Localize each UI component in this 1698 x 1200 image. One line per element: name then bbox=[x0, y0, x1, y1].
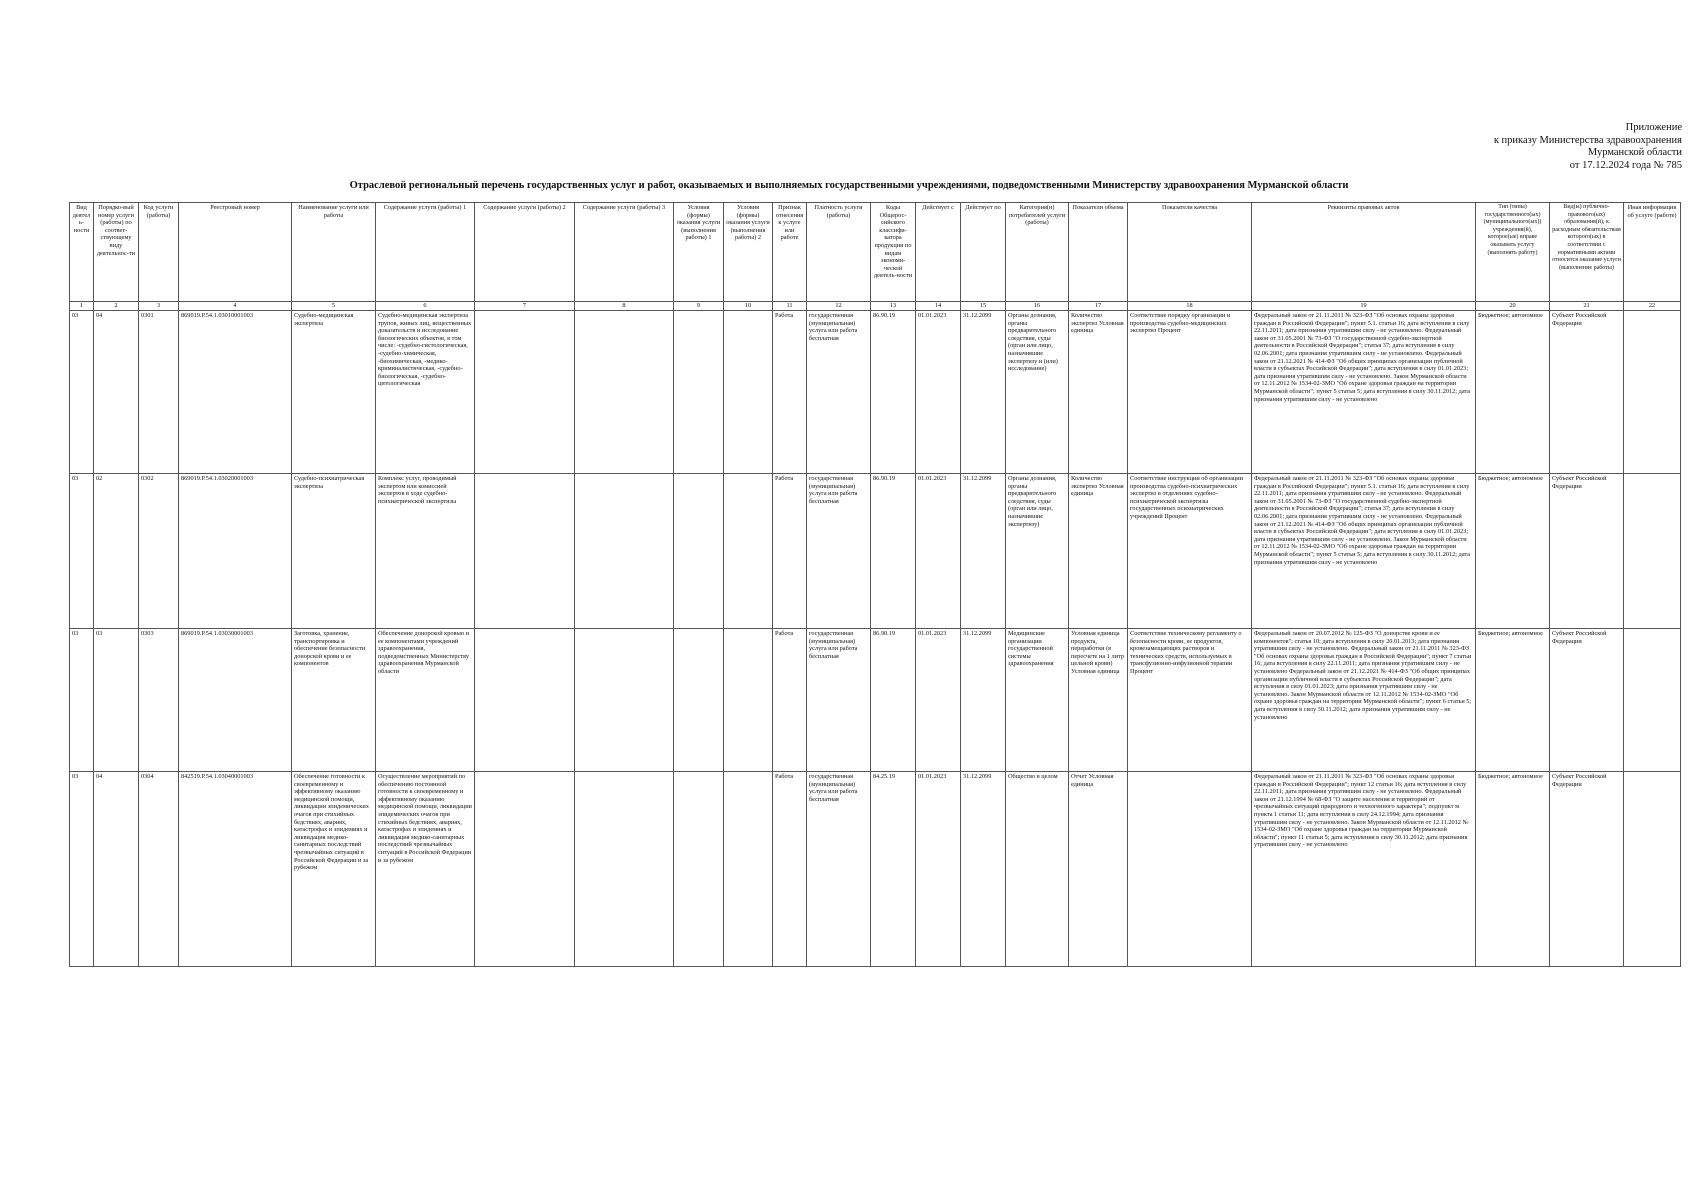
registry-number-cell: 869019.Р.54.1.03030001003 bbox=[179, 629, 292, 772]
activity-type-cell: 03 bbox=[70, 772, 94, 967]
service-name-cell: Судебно-медицинская экспертиза bbox=[292, 311, 376, 474]
okved-code-cell: 86.90.19 bbox=[871, 311, 916, 474]
registry-number-cell: 842519.Р.54.1.03040001003 bbox=[179, 772, 292, 967]
consumer-category-cell: Медицинские организации государственной системы здравоохранения bbox=[1006, 629, 1069, 772]
legal-acts-cell: Федеральный закон от 21.11.2011 № 323-ФЗ "Об основах охраны здоровья граждан в Российской Федерации"; пункт 5.1. статьи 16; дата вступления в силу 22.11.2011; дата признания утратившим силу - не установлено. Федеральный закон от 31.05.2001 № 73-ФЗ "О государственной судебно-экспертной деятельности в Российской Федерации"; статья 37; дата вступления в силу 02.06.2001; дата признания утратившим силу - не установлено. Федеральный закон от 21.12.2021 № 414-ФЗ "Об общих принципах организации публичной власти в субъектах Российской Федерации"; дата вступления в силу 01.01.2023; дата признания утратившим силу - не установлено. Закон Мурманской области от 12.11.2012 № 1534-02-ЗМО "Об охране здоровья граждан на территории Мурманской области"; пункт 5 статьи 5; дата вступления в силу 30.11.2012; дата признания утратившим силу - не установлено bbox=[1252, 474, 1476, 629]
service-content-1-cell: Обеспечение донорской кровью и ее компонентами учреждений здравоохранения, подведомственных Министерству здравоохранения Мурманской области bbox=[376, 629, 475, 772]
appendix-line: к приказу Министерства здравоохранения bbox=[1493, 134, 1682, 146]
column-number: 2 bbox=[94, 302, 139, 311]
registry-number-cell: 869019.Р.54.1.03020001003 bbox=[179, 474, 292, 629]
conditions-2-cell bbox=[724, 311, 773, 474]
column-number: 17 bbox=[1069, 302, 1128, 311]
appendix-line: от 17.12.2024 года № 785 bbox=[1569, 159, 1682, 171]
column-number: 13 bbox=[871, 302, 916, 311]
service-code-cell: 0303 bbox=[139, 629, 179, 772]
valid-to-cell: 31.12.2099 bbox=[961, 629, 1006, 772]
other-info-cell bbox=[1624, 311, 1681, 474]
public-entity-cell: Субъект Российской Федерации bbox=[1550, 474, 1624, 629]
valid-to-cell: 31.12.2099 bbox=[961, 772, 1006, 967]
service-content-2-cell bbox=[475, 629, 575, 772]
legal-acts-cell: Федеральный закон от 21.11.2011 № 323-ФЗ "Об основах охраны здоровья граждан в Российской Федерации"; пункт 5.1. статьи 16; дата вступления в силу 22.11.2011; дата признания утратившим силу - не установлено. Федеральный закон от 31.05.2001 № 73-ФЗ "О государственной судебно-экспертной деятельности в Российской Федерации"; статья 37; дата вступления в силу 02.06.2001; дата признания утратившим силу - не установлено. Федеральный закон от 21.12.2021 № 414-ФЗ "Об общих принципах организации публичной власти в субъектах Российской Федерации"; дата вступления в силу 01.01.2023; дата признания утратившим силу - не установлено. Закон Мурманской области от 12.11.2012 № 1534-02-ЗМО "Об охране здоровья граждан на территории Мурманской области"; пункт 5 статьи 5; дата вступления в силу 30.11.2012; дата признания утратившим силу - не установлено bbox=[1252, 311, 1476, 474]
service-name-cell: Обеспечение готовности к своевременному и эффективному оказанию медицинской помощи, ликвидации эпидемических очагов при стихийных бедствиях, авариях, катастрофах и эпидемиях и ликвидация медико-санитарных последствий чрезвычайных ситуаций в Российской Федерации и за рубежом bbox=[292, 772, 376, 967]
legal-acts-cell: Федеральный закон от 21.11.2011 № 323-ФЗ "Об основах охраны здоровья граждан в Российской Федерации"; пункт 12 статьи 16; дата вступления в силу 22.11.2011; дата признания утратившим силу - не установлено. Федеральный закон от 21.12.1994 № 68-ФЗ "О защите населения и территорий от чрезвычайных ситуаций природного и техногенного характера"; подпункт м пункта 1 статьи 11; дата вступления в силу 24.12.1994; дата признания утратившим силу - не установлено. Закон Мурманской области от 12.11.2012 № 1534-02-ЗМО "Об охране здоровья граждан на территории Мурманской области"; пункт 11 статьи 5; дата вступления в силу 30.11.2012; дата признания утратившим силу - не установлено bbox=[1252, 772, 1476, 967]
header-cell: Вид деятель-ности bbox=[70, 203, 94, 302]
column-number: 8 bbox=[575, 302, 674, 311]
service-content-2-cell bbox=[475, 474, 575, 629]
order-number-cell: 04 bbox=[94, 311, 139, 474]
header-cell: Показатели качества bbox=[1128, 203, 1252, 302]
conditions-2-cell bbox=[724, 772, 773, 967]
legal-acts-cell: Федеральный закон от 20.07.2012 № 125-ФЗ "О донорстве крови и ее компонентов"; статья 10; дата вступления в силу 20.01.2013; дата признания утратившим силу - не установлено. Федеральный закон от 21.11.2011 № 323-ФЗ "Об основах охраны здоровья граждан в Российской Федерации"; пункт 7 статьи 16; дата вступления в силу 22.11.2011; дата признания утратившим силу - не установлено Федеральный закон от 21.12.2021 № 414-ФЗ "Об общих принципах организации публичной власти в субъектах Российской Федерации"; дата вступления в силу 01.01.2023; дата признания утратившим силу - не установлено. Закон Мурманской области от 12.11.2012 № 1534-02-ЗМО "Об охране здоровья граждан на территории Мурманской области"; пункт 6 статьи 5; дата вступления в силу 30.11.2012; дата признания утратившим силу - не установлено bbox=[1252, 629, 1476, 772]
okved-code-cell: 84.25.19 bbox=[871, 772, 916, 967]
header-cell: Действует по bbox=[961, 203, 1006, 302]
order-number-cell: 04 bbox=[94, 772, 139, 967]
service-content-2-cell bbox=[475, 772, 575, 967]
column-number: 21 bbox=[1550, 302, 1624, 311]
quality-indicators-cell: Соответствие техническому регламенту о безопасности крови, ее продуктов, кровезамещающих растворов и технических средств, используемых в трансфузионно-инфузионной терапии Процент bbox=[1128, 629, 1252, 772]
appendix-line: Мурманской области bbox=[1587, 147, 1682, 158]
service-or-work-cell: Работа bbox=[773, 474, 807, 629]
other-info-cell bbox=[1624, 772, 1681, 967]
valid-to-cell: 31.12.2099 bbox=[961, 311, 1006, 474]
service-or-work-cell: Работа bbox=[773, 629, 807, 772]
okved-code-cell: 86.90.19 bbox=[871, 474, 916, 629]
volume-indicators-cell: Количество экспертиз Условная единица bbox=[1069, 474, 1128, 629]
service-name-cell: Заготовка, хранение, транспортировка и обеспечение безопасности донорской крови и ее компонентов bbox=[292, 629, 376, 772]
public-entity-cell: Субъект Российской Федерации bbox=[1550, 772, 1624, 967]
table-row bbox=[70, 772, 1681, 967]
institution-type-cell: Бюджетное; автономное bbox=[1476, 311, 1550, 474]
payment-cell: государственная (муниципальная) услуга или работа бесплатная bbox=[807, 629, 871, 772]
activity-type-cell: 03 bbox=[70, 474, 94, 629]
volume-indicators-cell: Отчет Условная единица bbox=[1069, 772, 1128, 967]
volume-indicators-cell: Условная единица продукта, переработки (в пересчете на 1 литр цельной крови) Условная единица bbox=[1069, 629, 1128, 772]
column-number: 14 bbox=[916, 302, 961, 311]
header-cell: Признак отнесения к услуге или работе bbox=[773, 203, 807, 302]
service-code-cell: 0302 bbox=[139, 474, 179, 629]
column-number: 20 bbox=[1476, 302, 1550, 311]
table-row bbox=[70, 474, 1681, 629]
service-name-cell: Судебно-психиатрическая экспертиза bbox=[292, 474, 376, 629]
column-number: 16 bbox=[1006, 302, 1069, 311]
order-number-cell: 03 bbox=[94, 629, 139, 772]
consumer-category-cell: Органы дознания, органы предварительного следствия, суды (орган или лицо, назначившие экспертизу) bbox=[1006, 474, 1069, 629]
header-cell: Категория(и) потребителей услуги (работы) bbox=[1006, 203, 1069, 302]
quality-indicators-cell: Соответствие инструкции об организации производства судебно-психиатрических экспертиз в отделениях судебно-психиатрической экспертизы государственных психиатрических учреждений Процент bbox=[1128, 474, 1252, 629]
header-cell: Код услуги (работы) bbox=[139, 203, 179, 302]
column-number: 1 bbox=[70, 302, 94, 311]
conditions-1-cell bbox=[674, 772, 724, 967]
column-number: 19 bbox=[1252, 302, 1476, 311]
institution-type-cell: Бюджетное; автономное bbox=[1476, 772, 1550, 967]
column-number: 7 bbox=[475, 302, 575, 311]
other-info-cell bbox=[1624, 629, 1681, 772]
conditions-1-cell bbox=[674, 474, 724, 629]
conditions-2-cell bbox=[724, 474, 773, 629]
valid-from-cell: 01.01.2023 bbox=[916, 311, 961, 474]
document-title: Отраслевой региональный перечень государственных услуг и работ, оказываемых и выполняемых государственными учреждениями, подведомственными Министерству здравоохранения Мурманской области bbox=[349, 180, 1349, 191]
appendix-block bbox=[1382, 122, 1682, 172]
table-row bbox=[70, 311, 1681, 474]
header-cell: Вид(ы) публично-правового(ых) образования(й), к расходным обязательствам которого(ых) в соответствии с нормативными актами относится оказание услуги (выполнение работы) bbox=[1550, 203, 1624, 302]
service-content-2-cell bbox=[475, 311, 575, 474]
column-number: 11 bbox=[773, 302, 807, 311]
payment-cell: государственная (муниципальная) услуга или работа бесплатная bbox=[807, 474, 871, 629]
header-cell: Платность услуги (работы) bbox=[807, 203, 871, 302]
table-row bbox=[70, 629, 1681, 772]
header-cell: Коды Общерос-сийского классифи-катора продукции по видам экономи-ческой деятель-ности bbox=[871, 203, 916, 302]
consumer-category-cell: Органы дознания, органы предварительного следствия, суды (орган или лицо, назначившие экспертизу и (или) исследование) bbox=[1006, 311, 1069, 474]
header-cell: Реестровый номер bbox=[179, 203, 292, 302]
service-or-work-cell: Работа bbox=[773, 311, 807, 474]
quality-indicators-cell: Соответствие порядку организации и производства судебно-медицинских экспертиз Процент bbox=[1128, 311, 1252, 474]
order-number-cell: 02 bbox=[94, 474, 139, 629]
column-number: 22 bbox=[1624, 302, 1681, 311]
service-content-3-cell bbox=[575, 629, 674, 772]
service-content-1-cell: Комплекс услуг, проводимый экспертом или комиссией экспертов в ходе судебно-психиатрической экспертизы bbox=[376, 474, 475, 629]
column-number-row bbox=[70, 302, 1681, 311]
header-cell: Показатели объема bbox=[1069, 203, 1128, 302]
header-cell: Реквизиты правовых актов bbox=[1252, 203, 1476, 302]
header-cell: Иная информация об услуге (работе) bbox=[1624, 203, 1681, 302]
column-number: 3 bbox=[139, 302, 179, 311]
service-content-3-cell bbox=[575, 772, 674, 967]
service-code-cell: 0301 bbox=[139, 311, 179, 474]
header-cell: Условия (формы) оказания услуги (выполнения работы) 1 bbox=[674, 203, 724, 302]
okved-code-cell: 86.90.19 bbox=[871, 629, 916, 772]
activity-type-cell: 03 bbox=[70, 311, 94, 474]
conditions-1-cell bbox=[674, 629, 724, 772]
institution-type-cell: Бюджетное; автономное bbox=[1476, 474, 1550, 629]
header-cell: Порядко-вый номер услуги (работы) по соответ-ствующему виду деятельнос-ти bbox=[94, 203, 139, 302]
service-content-1-cell: Осуществление мероприятий по обеспечению постоянной готовности к своевременному и эффективному оказанию медицинской помощи, ликвидации эпидемических очагов при стихийных бедствиях, авариях, катастрофах и эпидемиях и ликвидация медико-санитарных последствий чрезвычайных ситуаций в Российской Федерации и за рубежом bbox=[376, 772, 475, 967]
institution-type-cell: Бюджетное; автономное bbox=[1476, 629, 1550, 772]
header-cell: Содержание услуги (работы) 2 bbox=[475, 203, 575, 302]
volume-indicators-cell: Количество экспертиз Условная единица bbox=[1069, 311, 1128, 474]
public-entity-cell: Субъект Российской Федерации bbox=[1550, 629, 1624, 772]
conditions-1-cell bbox=[674, 311, 724, 474]
header-row bbox=[70, 203, 1681, 302]
activity-type-cell: 03 bbox=[70, 629, 94, 772]
column-number: 9 bbox=[674, 302, 724, 311]
payment-cell: государственная (муниципальная) услуга или работа бесплатная bbox=[807, 311, 871, 474]
column-number: 5 bbox=[292, 302, 376, 311]
column-number: 6 bbox=[376, 302, 475, 311]
column-number: 18 bbox=[1128, 302, 1252, 311]
column-number: 15 bbox=[961, 302, 1006, 311]
valid-to-cell: 31.12.2099 bbox=[961, 474, 1006, 629]
header-cell: Содержание услуги (работы) 1 bbox=[376, 203, 475, 302]
other-info-cell bbox=[1624, 474, 1681, 629]
service-code-cell: 0304 bbox=[139, 772, 179, 967]
column-number: 4 bbox=[179, 302, 292, 311]
public-entity-cell: Субъект Российской Федерации bbox=[1550, 311, 1624, 474]
header-cell: Условия (формы) оказания услуги (выполнения работы) 2 bbox=[724, 203, 773, 302]
conditions-2-cell bbox=[724, 629, 773, 772]
consumer-category-cell: Общество в целом bbox=[1006, 772, 1069, 967]
valid-from-cell: 01.01.2023 bbox=[916, 629, 961, 772]
appendix-line: Приложение bbox=[1625, 122, 1682, 133]
service-or-work-cell: Работа bbox=[773, 772, 807, 967]
column-number: 10 bbox=[724, 302, 773, 311]
header-cell: Содержание услуги (работы) 3 bbox=[575, 203, 674, 302]
service-content-3-cell bbox=[575, 474, 674, 629]
header-cell: Тип (типы) государственного(ых) (муниципального(ых)) учреждения(й), которое(ые) вправе оказывать услугу (выполнять работу) bbox=[1476, 203, 1550, 302]
registry-number-cell: 869019.Р.54.1.03010001003 bbox=[179, 311, 292, 474]
header-cell: Действует с bbox=[916, 203, 961, 302]
column-number: 12 bbox=[807, 302, 871, 311]
quality-indicators-cell bbox=[1128, 772, 1252, 967]
service-content-1-cell: Судебно-медицинская экспертиза трупов, живых лиц, вещественных доказательств и исследование биологических объектов, в том числе: -судебно-гистологическая, -судебно-химическая, -биохимическая, -медико-криминалистическая, -судебно-биологическая, -судебно-цитологическая bbox=[376, 311, 475, 474]
payment-cell: государственная (муниципальная) услуга или работа бесплатная bbox=[807, 772, 871, 967]
service-content-3-cell bbox=[575, 311, 674, 474]
header-cell: Наименование услуги или работы bbox=[292, 203, 376, 302]
valid-from-cell: 01.01.2023 bbox=[916, 474, 961, 629]
services-registry-table bbox=[69, 202, 1681, 967]
valid-from-cell: 01.01.2023 bbox=[916, 772, 961, 967]
